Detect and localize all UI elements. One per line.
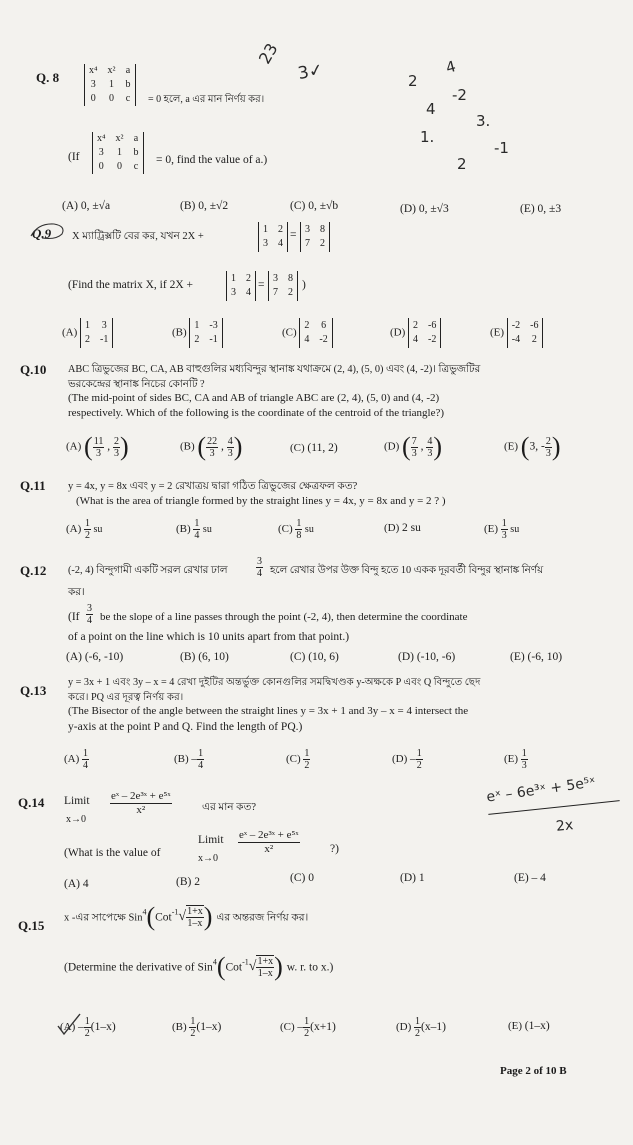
q15-tick-mark [56,1012,82,1036]
q10-bn-line2: ভরকেন্দ্রের স্থানাঙ্ক নিচের কোনটি ? [68,379,205,390]
q14-option-c[interactable]: (C) 0 [290,872,314,884]
q9-option-b[interactable]: (B) 1 -3 2 -1 [172,318,223,348]
q12-bn-frac: $\frac{3}{4}$ [257,556,262,579]
q12-option-a[interactable]: (A) (-6, -10) [66,651,124,663]
handwritten-23: 23 [254,39,282,68]
handwritten-col-b-2: 3. [476,112,491,130]
q10-en-line1: (The mid-point of sides BC, CA and AB of triangle ABC are (2, 4), (5, 0) and (4, -2) [68,392,440,404]
q8-determinant-en: x⁴ x² a 3 1 b 0 0 c [92,132,144,174]
q13-bn-line2: করে। PQ এর দূরত্ব নির্ণয় কর। [68,692,184,703]
q11-bn-text: y = 4x, y = 8x এবং y = 2 রেখাত্রয় দ্বারা গঠিত ত্রিভুজের ক্ষেত্রফল কত? [68,481,358,492]
q12-option-b[interactable]: (B) (6, 10) [180,651,229,663]
q11-option-c[interactable]: (C) $\frac{1}{8}$ su [278,518,314,541]
q14-option-e[interactable]: (E) – 4 [514,872,546,884]
q10-number: Q.10 [20,362,47,377]
q9-option-d[interactable]: (D) 2 -6 4 -2 [390,318,441,348]
q8-number: Q. 8 [36,70,60,85]
q9-matrix-2-en: 3 8 7 2 [268,271,298,301]
q9-eq-sign-en: = [258,279,265,291]
q15-option-e[interactable]: (E) (1–x) [508,1020,550,1032]
handwritten-q14-work-num: eˣ – 6e³ˣ + 5e⁵ˣ [485,774,597,806]
q9-circle-mark [28,220,68,242]
q13-number: Q.13 [20,683,47,698]
q10-en-line2: respectively. Which of the following is the coordinate of the centroid of the triangle?) [68,407,445,419]
q12-en-line2: of a point on the line which is 10 units apart from that point.) [68,631,350,643]
q14-under-bn: x→0 [66,814,86,825]
q10-option-d[interactable]: (D) ( $\frac{7}{3}$ , $\frac{4}{3}$ ) [384,432,442,461]
q8-option-d[interactable]: (D) 0, ±√3 [400,203,449,215]
q9-bn-text: X ম্যাট্রিক্সটি বের কর, যখন 2X + [72,231,204,242]
q8-bn-text: = 0 হলে, a এর মান নির্ণয় কর। [148,94,265,105]
q15-bn-expr: x -এর সাপেক্ষে Sin$^4$(Cot$^{-1}$√ $\frac{1+x}{1-x}$ ) এর অন্তরজ নির্ণয় কর। [64,902,309,931]
q14-frac-bn: $\frac{\text{eˣ – 2e³ˣ + e⁵ˣ}}{\text{x²}}$ [111,790,171,816]
q12-bn-line1-a: (-2, 4) বিন্দুগামী একটি সরল রেখার ঢাল [68,565,228,576]
q14-frac-en: $\frac{\text{eˣ – 2e³ˣ + e⁵ˣ}}{\text{x²}}$ [239,829,299,855]
handwritten-col-b-1: -2 [452,86,467,104]
handwritten-col-a-1: 4 [426,100,436,118]
handwritten-col-b-3: -1 [494,139,509,157]
q9-en-prefix: (Find the matrix X, if 2X + [68,279,193,291]
q11-option-b[interactable]: (B) $\frac{1}{4}$ su [176,518,212,541]
q14-limit-en: Limit [198,834,224,846]
q13-bn-line1: y = 3x + 1 এবং 3y – x = 4 রেখা দুইটির অন্তর্ভুক্ত কোনগুলির সমদ্বিখণ্ডক y-অক্ষকে P এবং Q বিন্দুতে ছেদ [68,677,481,688]
q8-option-b[interactable]: (B) 0, ±√2 [180,200,229,212]
handwritten-col-a-0: 2 [408,72,418,90]
handwritten-32-check: 3✓ [296,59,325,85]
q9-matrix-1-en: 1 2 3 4 [226,271,256,301]
q9-option-a[interactable]: (A) 1 3 2 -1 [62,318,113,348]
q12-option-e[interactable]: (E) (-6, 10) [510,651,563,663]
q11-option-a[interactable]: (A) $\frac{1}{2}$ su [66,518,103,541]
q12-en-frac: $\frac{3}{4}$ [87,603,92,626]
handwritten-col-a-3: 2 [457,155,467,173]
q12-option-c[interactable]: (C) (10, 6) [290,651,339,663]
q8-en-prefix: (If [68,151,80,163]
q12-number: Q.12 [20,563,47,578]
q9-number: Q.9 [32,226,52,241]
q15-number: Q.15 [18,918,45,933]
q10-option-e[interactable]: (E) (3, - $\frac{2}{3}$ ) [504,432,561,461]
q9-option-c[interactable]: (C) 2 6 4 -2 [282,318,333,348]
q13-option-c[interactable]: (C) $\frac{1}{2}$ [286,748,310,771]
q13-option-e[interactable]: (E) $\frac{1}{3}$ [504,748,527,771]
q13-option-b[interactable]: (B) – $\frac{1}{4}$ [174,748,204,771]
q12-bn-line1-b: হলে রেখার উপর উক্ত বিন্দু হতে 10 একক দূরবর্তী বিন্দুর স্থানাঙ্ক নির্ণয় [270,565,544,576]
handwritten-col-a-2: 1. [420,128,435,146]
q14-option-b[interactable]: (B) 2 [176,876,200,888]
handwritten-col-b-0: 4 [443,57,458,77]
q9-en-suffix: ) [302,279,306,291]
q12-en-line1-b: be the slope of a line passes through the point (-2, 4), then determine the coordinate [100,611,468,623]
q11-en-text: (What is the area of triangle formed by the straight lines y = 4x, y = 8x and y = 2 ? ) [76,495,446,507]
q8-option-e[interactable]: (E) 0, ±3 [520,203,562,215]
q13-en-line2: y-axis at the point P and Q. Find the length of PQ.) [68,721,303,733]
q13-option-d[interactable]: (D) – $\frac{1}{2}$ [392,748,422,771]
q8-determinant-bn: x⁴ x² a 3 1 b 0 0 c [84,64,136,106]
q14-option-a[interactable]: (A) 4 [64,878,89,890]
q14-option-d[interactable]: (D) 1 [400,872,425,884]
q14-bn-text: এর মান কত? [202,802,257,813]
q11-option-d[interactable]: (D) 2 su [384,522,421,534]
q10-option-a[interactable]: (A) ( $\frac{11}{3}$ , $\frac{2}{3}$ ) [66,432,129,461]
q8-option-c[interactable]: (C) 0, ±√b [290,200,339,212]
q9-option-e[interactable]: (E) -2 -6 -4 2 [490,318,543,348]
q14-en-suffix: ?) [330,843,339,855]
q11-option-e[interactable]: (E) $\frac{1}{3}$ su [484,518,520,541]
q9-eq-sign: = [290,229,297,241]
q9-matrix-2: 3 8 7 2 [300,222,330,252]
q12-option-d[interactable]: (D) (-10, -6) [398,651,456,663]
q15-option-d[interactable]: (D) $\frac{1}{2}$ (x–1) [396,1016,446,1039]
q10-option-b[interactable]: (B) ( $\frac{22}{3}$ , $\frac{4}{3}$ ) [180,432,243,461]
q14-limit-bn: Limit [64,795,90,807]
q8-option-a[interactable]: (A) 0, ±√a [62,200,111,212]
q15-option-b[interactable]: (B) $\frac{1}{2}$ (1–x) [172,1016,222,1039]
q12-en-line1-a: (If [68,611,80,623]
q14-en-prefix: (What is the value of [64,847,161,859]
q14-under-en: x→0 [198,853,218,864]
q9-matrix-1: 1 2 3 4 [258,222,288,252]
q15-option-c[interactable]: (C) – $\frac{1}{2}$ (x+1) [280,1016,336,1039]
q14-number: Q.14 [18,795,45,810]
q15-option-a[interactable]: (A) – $\frac{1}{2}$ (1–x) [60,1016,116,1039]
q11-number: Q.11 [20,478,46,493]
q10-bn-line1: ABC ত্রিভুজের BC, CA, AB বাহুগুলির মধ্যবিন্দুর স্থানাঙ্ক যথাক্রমে (2, 4), (5, 0) এবং (4, -2)। ত্রিভুজটির [68,364,481,375]
q13-en-line1: (The Bisector of the angle between the straight lines y = 3x + 1 and 3y – x = 4 intersect the [68,705,469,717]
handwritten-q14-work-den: 2x [555,817,574,835]
q10-option-c[interactable]: (C) (11, 2) [290,442,338,454]
q12-bn-line2: কর। [68,587,85,598]
q13-option-a[interactable]: (A) $\frac{1}{4}$ [64,748,89,771]
q15-en-expr: (Determine the derivative of Sin$^4$(Cot$^{-1}$√ $\frac{1+x}{1-x}$ ) w. r. to x.) [64,952,334,981]
q8-en-text: = 0, find the value of a.) [156,154,268,166]
page-footer: Page 2 of 10 B [500,1065,567,1077]
